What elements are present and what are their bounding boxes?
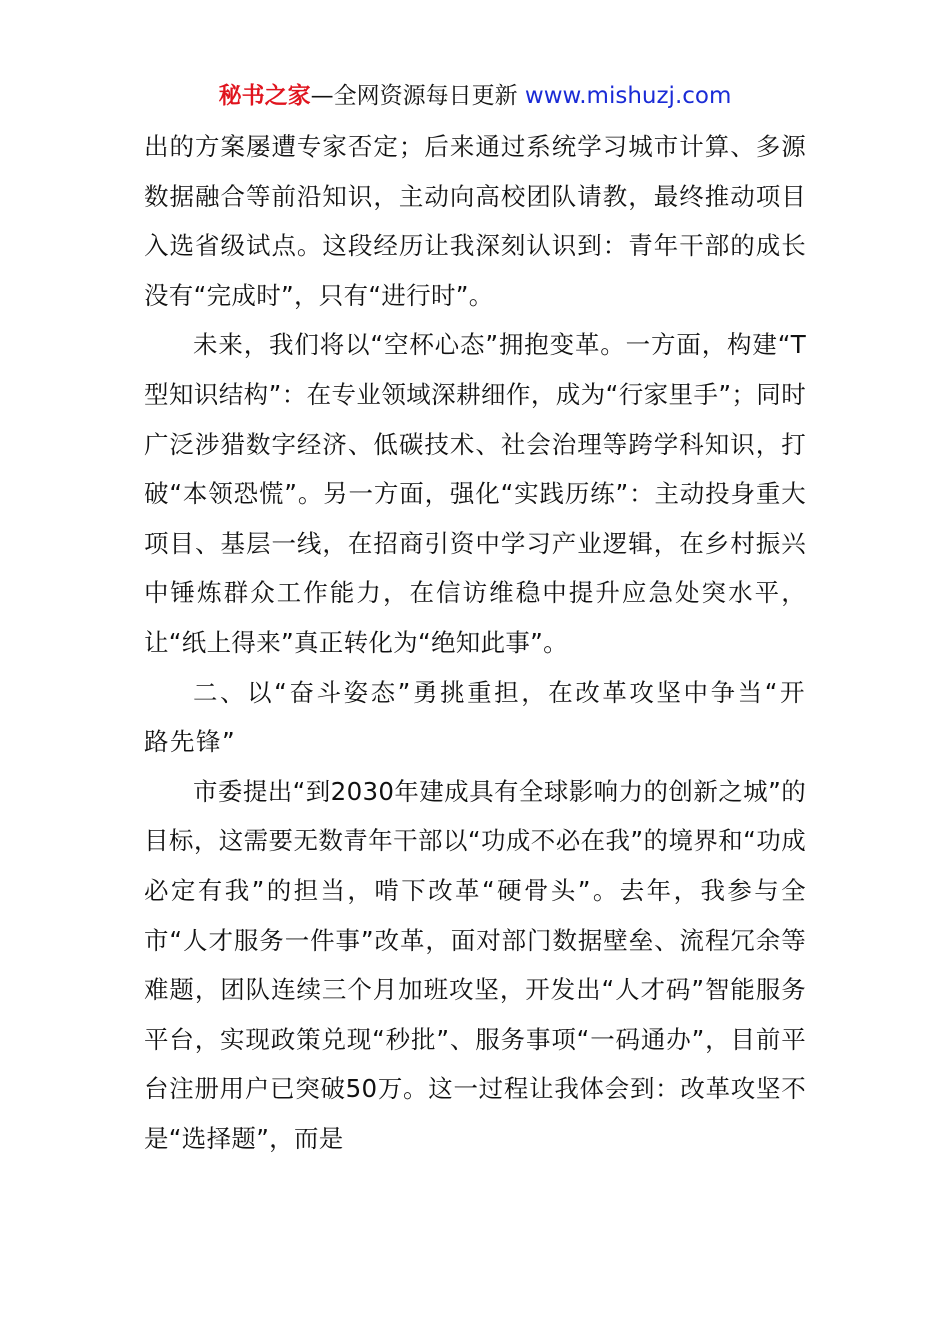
site-link[interactable]: www.mishuzj.com bbox=[524, 83, 732, 109]
paragraph-reform: 市委提出“到2030年建成具有全球影响力的创新之城”的目标，这需要无数青年干部以“功成不必在我”的境界和“功成必定有我”的担当，啃下改革“硬骨头”。去年，我参与全市“人才服务一件事”改革，面对部门数据壁垒、流程冗余等难题，团队连续三个月加班攻坚，开发出“人才码”智能服务平台，实现政策兑现“秒批”、服务事项“一码通办”，目前平台注册用户已突破50万。这一过程让我体会到：改革攻坚不是“选择题”，而是 bbox=[144, 776, 806, 1153]
header-tagline: —全网资源每日更新 bbox=[310, 83, 518, 109]
section-heading-2: 二、以“奋斗姿态”勇挑重担，在改革攻坚中争当“开路先锋” bbox=[144, 677, 806, 757]
paragraph-continuation: 出的方案屡遭专家否定；后来通过系统学习城市计算、多源数据融合等前沿知识，主动向高校团队请教，最终推动项目入选省级试点。这段经历让我深刻认识到：青年干部的成长没有“完成时”，只有“进行时”。 bbox=[144, 132, 806, 310]
page-header bbox=[0, 80, 950, 112]
brand-name: 秘书之家 bbox=[218, 83, 311, 109]
document-body bbox=[144, 122, 806, 1163]
paragraph-future: 未来，我们将以“空杯心态”拥抱变革。一方面，构建“T型知识结构”：在专业领域深耕细作，成为“行家里手”；同时广泛涉猎数字经济、低碳技术、社会治理等跨学科知识，打破“本领恐慌”。另一方面，强化“实践历练”：主动投身重大项目、基层一线，在招商引资中学习产业逻辑，在乡村振兴中锤炼群众工作能力，在信访维稳中提升应急处突水平，让“纸上得来”真正转化为“绝知此事”。 bbox=[144, 330, 806, 657]
